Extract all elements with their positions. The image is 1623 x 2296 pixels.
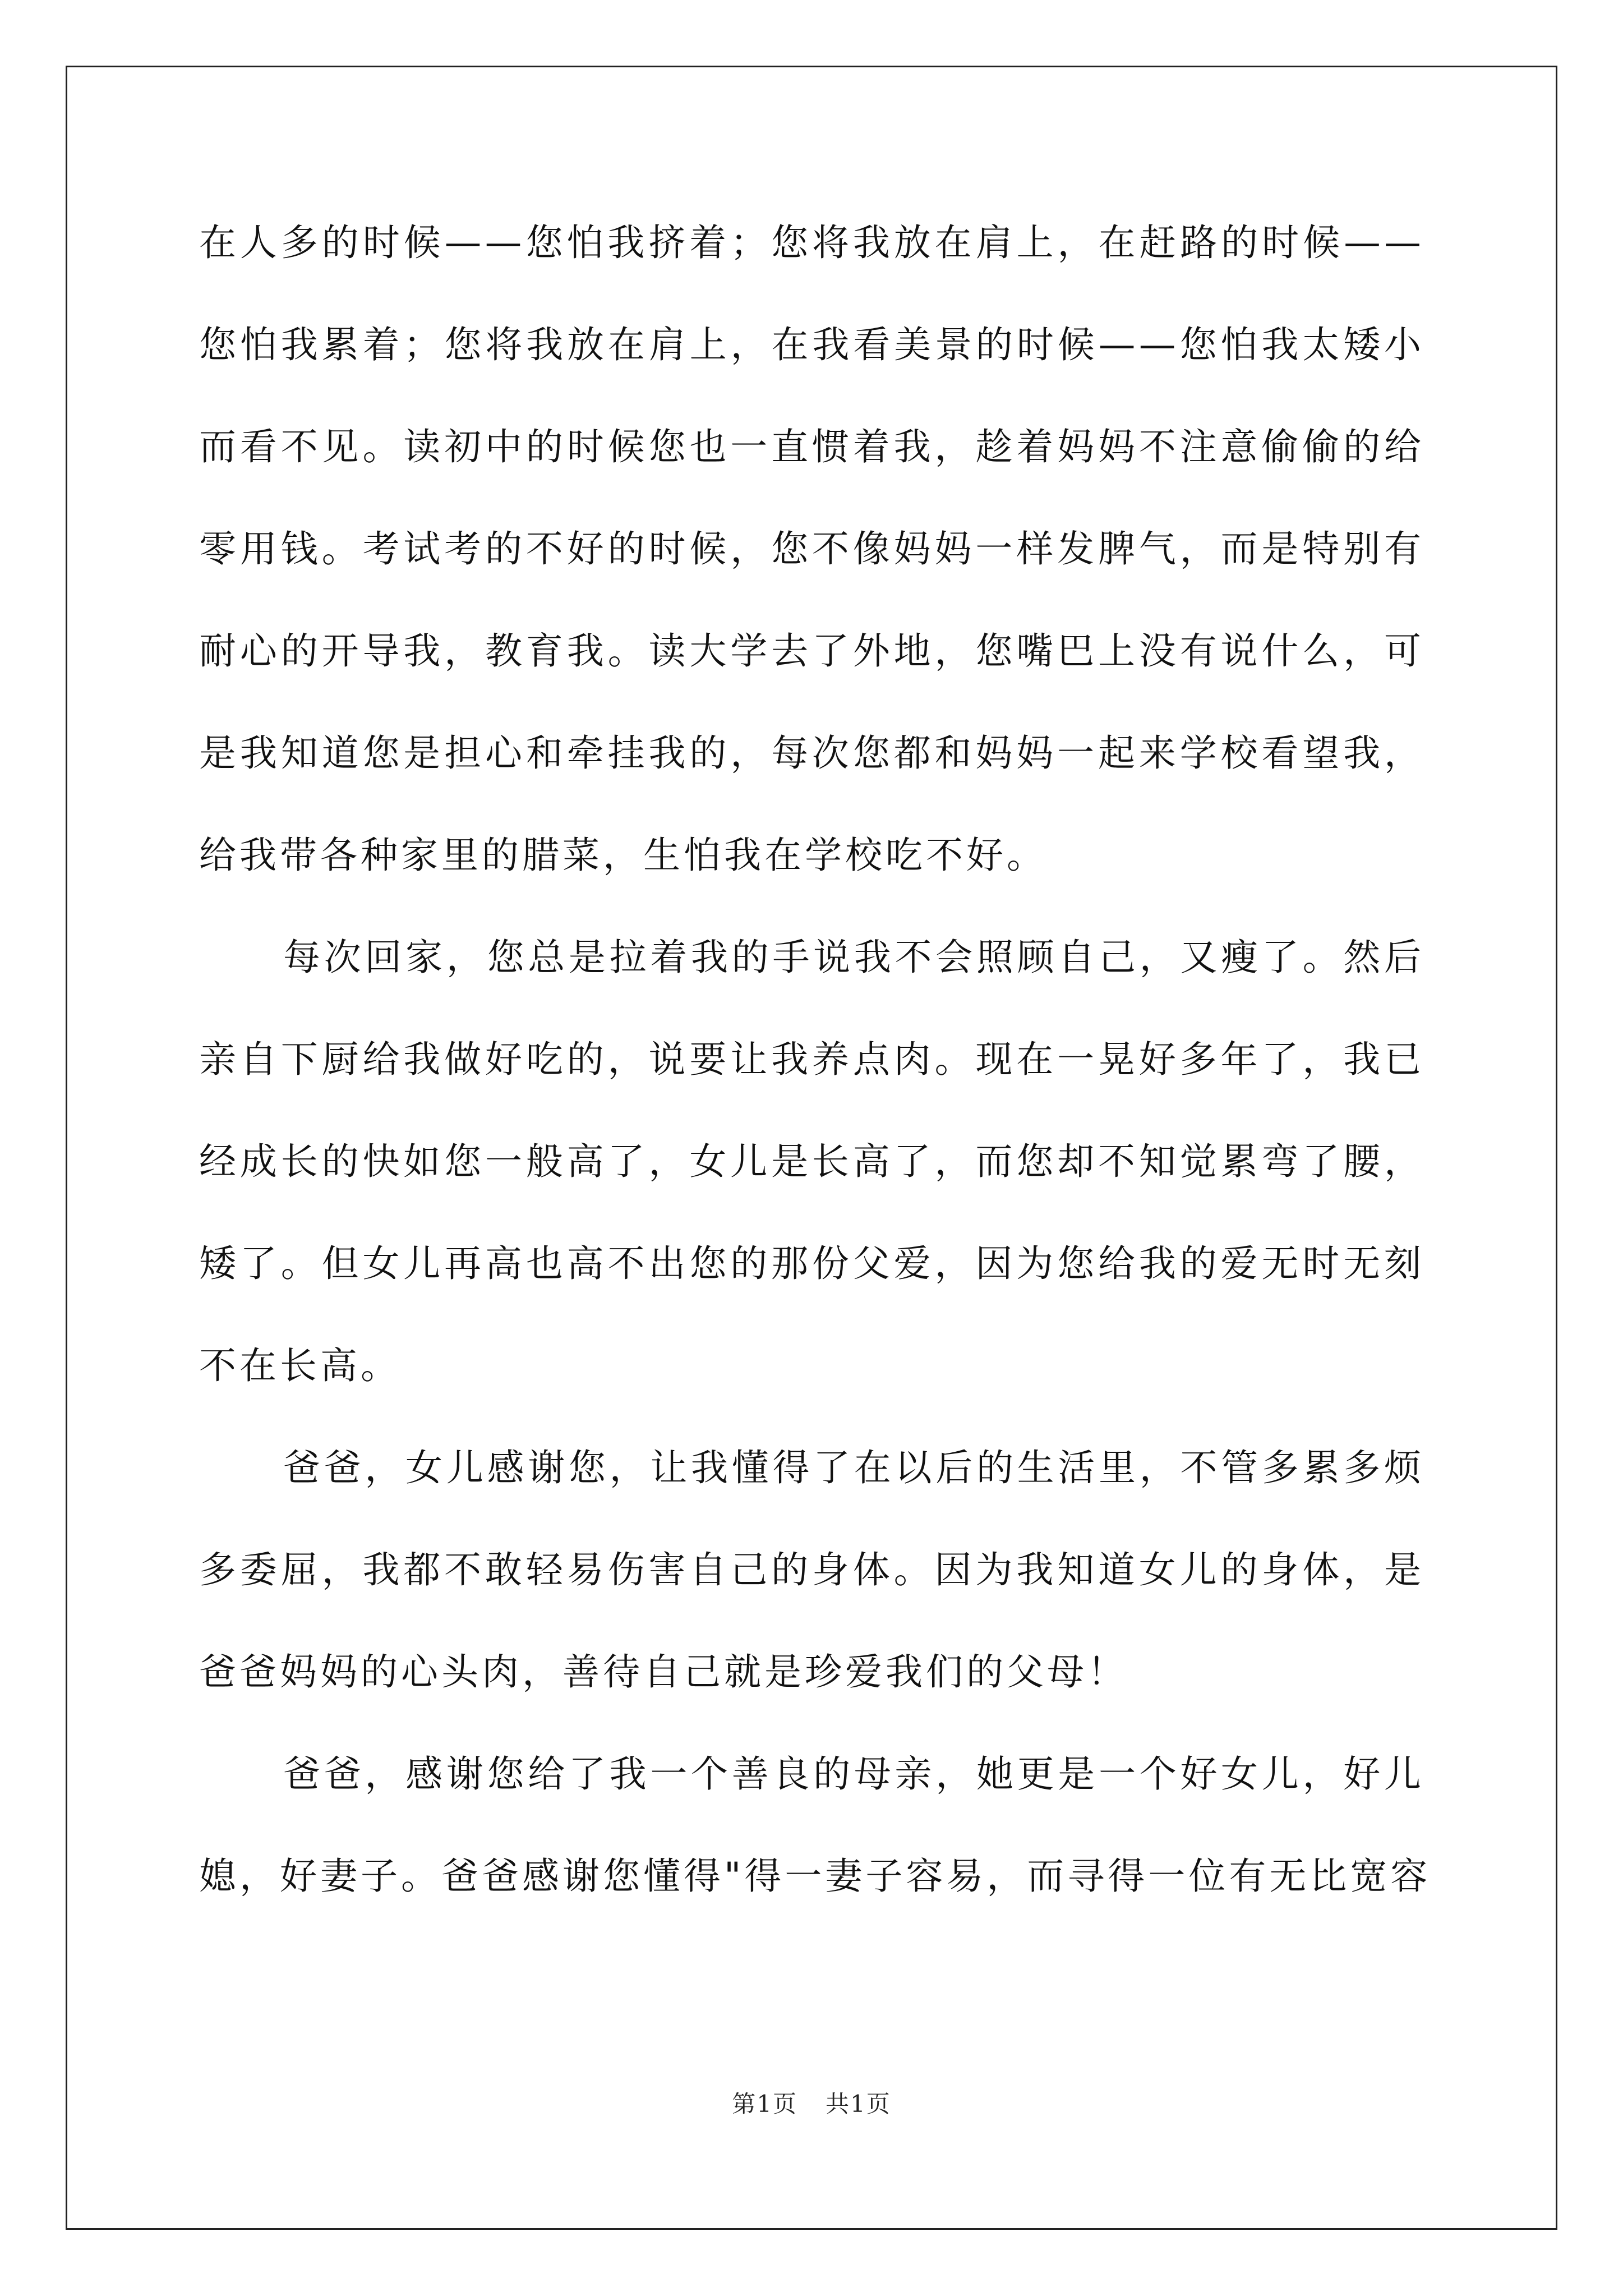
text-line: 零用钱。考试考的不好的时候，您不像妈妈一样发脾气，而是特别有 <box>199 527 1424 570</box>
text-line: 您怕我累着；您将我放在肩上，在我看美景的时候——您怕我太矮小 <box>199 323 1424 366</box>
text-line: 耐心的开导我，教育我。读大学去了外地，您嘴巴上没有说什么，可 <box>199 629 1424 673</box>
text-line: 每次回家，您总是拉着我的手说我不会照顾自己，又瘦了。然后 <box>283 936 1424 979</box>
document-body <box>199 192 1431 1927</box>
text-line: 媳，好妻子。爸爸感谢您懂得"得一妻子容易，而寻得一位有无比宽容 <box>199 1855 1431 1898</box>
page-total: 共1页 <box>826 2090 891 2118</box>
page-footer <box>0 2086 1623 2119</box>
text-line: 经成长的快如您一般高了，女儿是长高了，而您却不知觉累弯了腰， <box>199 1140 1424 1183</box>
text-line: 爸爸，女儿感谢您，让我懂得了在以后的生活里，不管多累多烦 <box>283 1446 1424 1489</box>
page-number: 第1页 <box>732 2090 797 2118</box>
text-line: 给我带各种家里的腊菜，生怕我在学校吃不好。 <box>199 834 1047 877</box>
text-line: 多委屈，我都不敢轻易伤害自己的身体。因为我知道女儿的身体，是 <box>199 1548 1424 1591</box>
text-line: 不在长高。 <box>199 1344 401 1387</box>
text-line: 在人多的时候——您怕我挤着；您将我放在肩上，在赶路的时候—— <box>199 221 1424 264</box>
text-line: 亲自下厨给我做好吃的，说要让我养点肉。现在一晃好多年了，我已 <box>199 1038 1424 1081</box>
text-line: 矮了。但女儿再高也高不出您的那份父爱，因为您给我的爱无时无刻 <box>199 1242 1424 1285</box>
text-line: 是我知道您是担心和牵挂我的，每次您都和妈妈一起来学校看望我， <box>199 731 1424 775</box>
text-line: 而看不见。读初中的时候您也一直惯着我，趁着妈妈不注意偷偷的给 <box>199 425 1424 468</box>
text-line: 爸爸妈妈的心头肉，善待自己就是珍爱我们的父母！ <box>199 1650 1128 1694</box>
text-line: 爸爸，感谢您给了我一个善良的母亲，她更是一个好女儿，好儿 <box>283 1752 1424 1796</box>
